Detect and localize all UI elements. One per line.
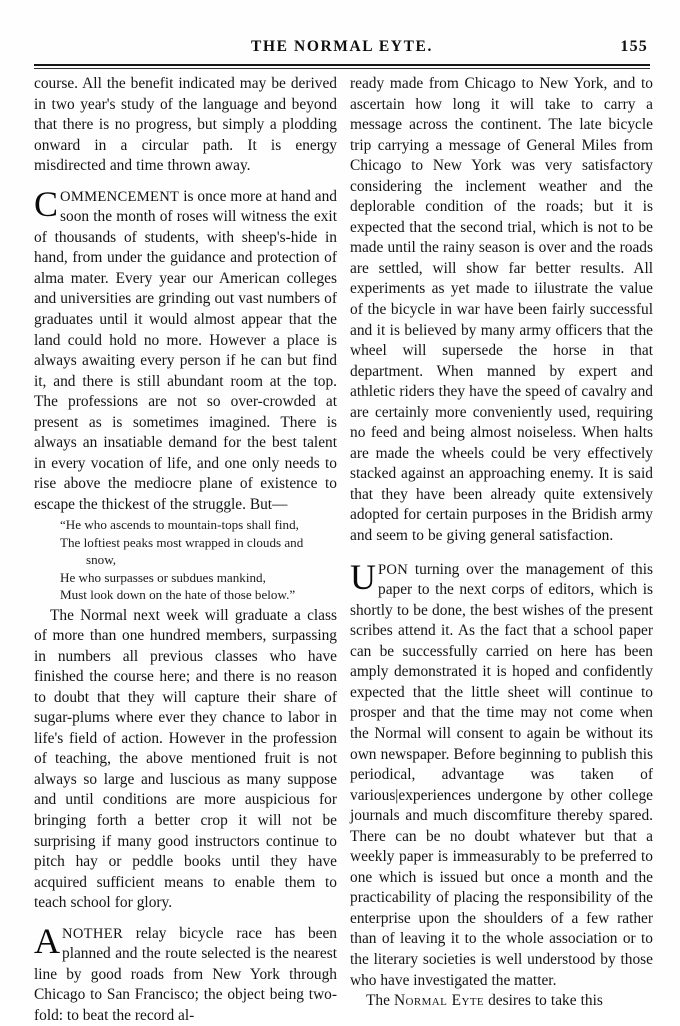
dropcap-a: A [34,920,60,961]
page-title: THE NORMAL EYTE. [251,38,433,55]
final-line-after: desires to take this [484,992,603,1010]
verse-line: The loftiest peaks most wrapped in clouds and [60,534,304,550]
masthead-smallcaps: Normal Eyte [393,992,485,1010]
verse-quotation [34,516,337,603]
paragraph-upon-editors [350,556,653,991]
running-head [34,38,650,60]
dropcap-u: U [350,556,376,597]
header-rule [34,64,650,68]
final-line-before: The [366,992,394,1010]
paragraph-graduating-class: The Normal next week will graduate a class of more than one hundred members, surpassing in numbers all previous classes who have finished the course here; and there is no reason to doubt that they will capture their share of sugar-plums where ever they chance to labor in life's field of action. However in the profession of teaching, the above mentioned fruit is not always so large and luscious as many suppose and until conditions are more auspicious for bringing forth a better crop it will not be surprising if many good instructors continue to pitch hay or peddle books until they have acquired sufficient means to enable them to teach school for glory. [34,606,337,912]
lead-word-commencement: OMMENCEMENT [60,188,180,205]
verse-line-runover: snow, [86,552,117,568]
paragraph-final-line [350,991,653,1012]
verse-line: Must look down on the hate of those below.” [60,587,296,603]
lead-word-upon: PON [378,561,409,578]
lead-word-another: NOTHER [62,925,123,942]
left-column [34,74,337,1026]
paragraph-course-continued: course. All the benefit indicated may be derived in two year's study of the language and beyond that there is no progress, but simply a plodding onward in a circular path. It is energy misdirected and time thrown away. [34,75,337,175]
column-layout [34,74,653,1024]
paragraph-another-relay-race [34,920,337,1026]
verse-line: He who surpasses or subdues mankind, [60,569,266,585]
paragraph-bicycle-continued: ready made from Chicago to New York, and to ascertain how long it will take to carry a message across the continent. The late bicycle trip carrying a message of General Miles from Chicago to New York was very satisfactory considering the inclement weather and the deplorable condition of the roads; but it is expected that the second trial, which is not to be made until the rainy season is over and the roads are settled, will show far better results. All experiments as yet made to iilustrate the value of the bicycle in war have been fairly successful and it is believed by many army officers that the wheel will supersede the horse in that department. When manned by expert and athletic riders they have the speed of cavalry and are certainly more conveniently used, requiring no feed and being almost noiseless. When halts are made the wheels could be very effectively stacked against an approaching enemy. It is said that they have been already quite extensively adopted for certain purposes in the Bridish army and seem to be giving general satisfaction. [350,75,653,545]
paragraph-another-text: relay bicycle race has been planned and the route selected is the nearest line by good roads from New York through Chicago to San Francisco; the object being two-fold: to beat the record al- [34,924,337,1024]
dropcap-c: C [34,183,59,224]
verse-line: “He who ascends to mountain-tops shall find, [60,517,299,533]
page-number: 155 [620,38,648,55]
paragraph-commencement [34,183,337,516]
right-column [350,74,653,1012]
paragraph-commencement-text: is once more at hand and soon the month of roses will witness the exit of thousands of students, with sheep's-hide in hand, from under the guidance and protection of alma mater. Every year our American colleges and universities are grinding out vast numbers of graduates until it would almost appear that the land could hold no more. However a place is always awaiting every person if he can but find it, and there is still abundant room at the top. The professions are not so over-crowded at present as is sometimes imagined. There is always an insatiable demand for the best talent in every vocation of life, and one only needs to rise above the mediocre plane of existence to escape the thickest of the struggle. But— [34,187,337,513]
paragraph-upon-text: turning over the management of this paper to the next corps of editors, which is shortly to be done, the best wishes of the present scribes attend it. As the fact that a school paper can be successfully carried on here has been amply demonstrated it is hoped and confidently expected that the little sheet will continue to prosper and that the time may not come when the Normal will consent to again be without its own newspaper. Before beginning to publish this periodical, advantage was taken of various|experiences undergone by other college journals and much discomfiture thereby spared. There can be no doubt whatever but that a weekly paper is immeasurably to be preferred to one which is issued but once a month and the practicability of placing the responsibility of the enterprise upon the shoulders of a few rather than of leaving it to the whole association or to the literary societies is well understood by those who have investigated the matter. [350,560,653,989]
